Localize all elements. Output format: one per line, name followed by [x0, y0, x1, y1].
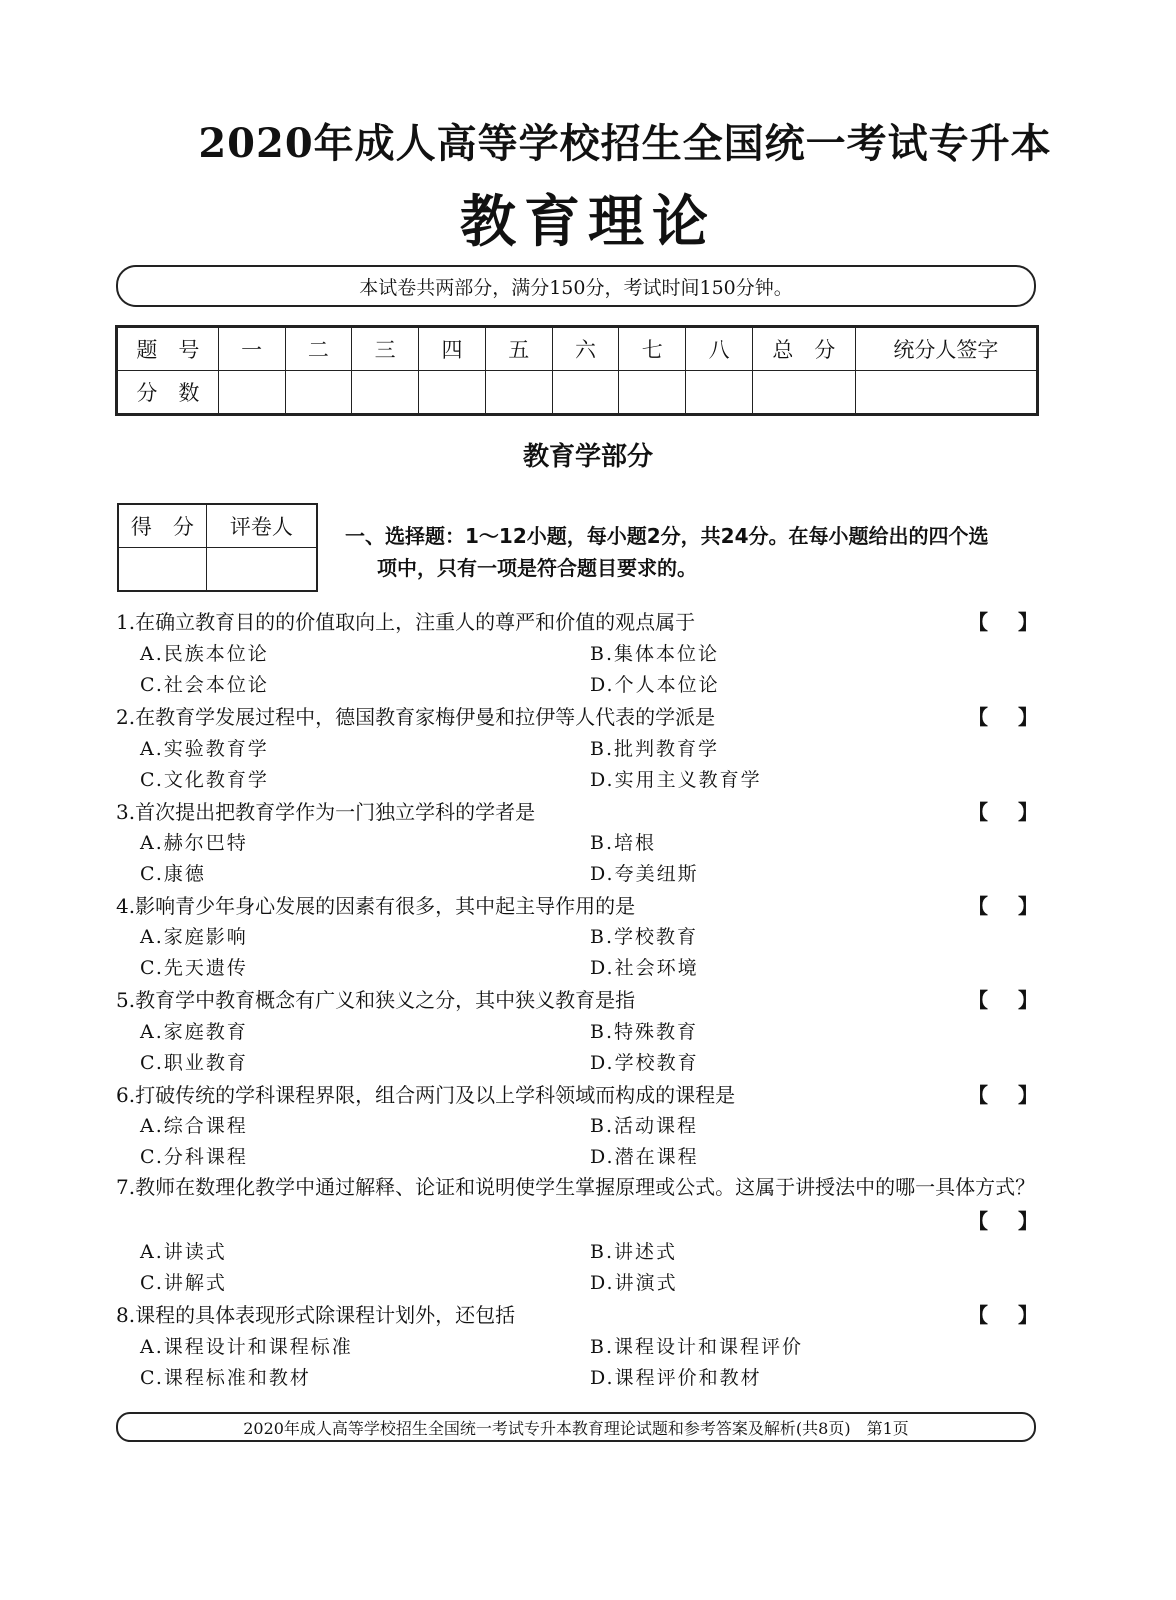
answer-bracket: 【 】	[968, 705, 1038, 729]
question-stem: 5.教育学中教育概念有广义和狭义之分，其中狭义教育是指	[116, 988, 636, 1012]
footer-text: 2020年成人高等学校招生全国统一考试专升本教育理论试题和参考答案及解析(共8页) 第1页	[243, 1418, 909, 1438]
score-cell	[419, 371, 486, 415]
option-a: A.实验教育学	[140, 738, 269, 760]
grader-reviewer-cell	[206, 548, 317, 592]
score-cell	[752, 371, 855, 415]
score-table-header-cell: 三	[352, 327, 419, 371]
option-d: D.潜在课程	[590, 1146, 699, 1168]
option-d: D.课程评价和教材	[590, 1367, 762, 1389]
question-stem: 4.影响青少年身心发展的因素有很多，其中起主导作用的是	[116, 894, 636, 918]
question-stem: 7.教师在数理化教学中通过解释、论证和说明使学生掌握原理或公式。这属于讲授法中的哪一具体方式？	[116, 1175, 1036, 1199]
score-cell	[855, 371, 1037, 415]
option-b: B.批判教育学	[590, 738, 720, 760]
option-d: D.夸美纽斯	[590, 863, 699, 885]
score-table-score-row	[117, 371, 1038, 415]
option-c: C.职业教育	[140, 1052, 248, 1074]
option-c: C.社会本位论	[140, 674, 269, 696]
question-stem: 3.首次提出把教育学作为一门独立学科的学者是	[116, 800, 536, 824]
answer-bracket: 【 】	[968, 988, 1038, 1012]
page-footer	[116, 1412, 1036, 1442]
score-table-header-cell: 一	[218, 327, 285, 371]
score-table-header-cell: 四	[419, 327, 486, 371]
score-row-label: 分 数	[117, 371, 219, 415]
answer-bracket: 【 】	[968, 894, 1038, 918]
score-cell	[619, 371, 686, 415]
score-cell	[352, 371, 419, 415]
option-c: C.文化教育学	[140, 769, 269, 791]
option-a: A.综合课程	[140, 1115, 248, 1137]
exam-info-text: 本试卷共两部分，满分150分，考试时间150分钟。	[359, 276, 793, 299]
answer-bracket: 【 】	[968, 610, 1038, 634]
section-title: 教育学部分	[522, 442, 653, 472]
option-a: A.家庭影响	[140, 926, 248, 948]
option-a: A.讲读式	[140, 1241, 227, 1263]
option-c: C.课程标准和教材	[140, 1367, 311, 1389]
score-table-header-cell: 统分人签字	[855, 327, 1037, 371]
answer-bracket: 【 】	[968, 800, 1038, 824]
score-table	[115, 325, 1039, 416]
option-c: C.讲解式	[140, 1272, 227, 1294]
section-instruction	[345, 520, 1045, 584]
score-cell	[285, 371, 352, 415]
subject-title: 教育理论	[460, 190, 716, 255]
option-b: B.学校教育	[590, 926, 699, 948]
grader-header-reviewer: 评卷人	[206, 504, 317, 548]
score-table-header-cell: 七	[619, 327, 686, 371]
answer-bracket: 【 】	[968, 1083, 1038, 1107]
question-stem: 6.打破传统的学科课程界限，组合两门及以上学科领域而构成的课程是	[116, 1083, 736, 1107]
score-cell	[485, 371, 552, 415]
option-d: D.讲演式	[590, 1272, 678, 1294]
option-b: B.培根	[590, 832, 657, 854]
grader-header-score: 得 分	[118, 504, 206, 548]
question-stem: 8.课程的具体表现形式除课程计划外，还包括	[116, 1303, 516, 1327]
option-c: C.分科课程	[140, 1146, 248, 1168]
option-a: A.家庭教育	[140, 1021, 248, 1043]
score-table-header-cell: 二	[285, 327, 352, 371]
option-d: D.个人本位论	[590, 674, 720, 696]
exam-info-box	[116, 265, 1036, 307]
option-b: B.讲述式	[590, 1241, 678, 1263]
score-table-header-cell: 总 分	[752, 327, 855, 371]
option-b: B.活动课程	[590, 1115, 699, 1137]
option-b: B.集体本位论	[590, 643, 720, 665]
score-cell	[218, 371, 285, 415]
option-d: D.学校教育	[590, 1052, 699, 1074]
option-a: A.课程设计和课程标准	[140, 1336, 353, 1358]
score-table-header-cell: 五	[485, 327, 552, 371]
question-stem: 2.在教育学发展过程中，德国教育家梅伊曼和拉伊等人代表的学派是	[116, 705, 716, 729]
option-b: B.课程设计和课程评价	[590, 1336, 804, 1358]
option-c: C.康德	[140, 863, 206, 885]
score-table-header-cell: 六	[552, 327, 619, 371]
option-b: B.特殊教育	[590, 1021, 699, 1043]
instruction-line-1: 一、选择题：1～12小题，每小题2分，共24分。在每小题给出的四个选	[345, 524, 989, 548]
score-cell	[552, 371, 619, 415]
answer-bracket: 【 】	[968, 1303, 1038, 1327]
option-a: A.赫尔巴特	[140, 832, 248, 854]
option-d: D.社会环境	[590, 957, 699, 979]
score-table-header-cell: 八	[686, 327, 753, 371]
option-d: D.实用主义教育学	[590, 769, 762, 791]
question-stem: 1.在确立教育目的的价值取向上，注重人的尊严和价值的观点属于	[116, 610, 696, 634]
grader-score-cell	[118, 548, 206, 592]
exam-title: 2020年成人高等学校招生全国统一考试专升本	[198, 120, 1052, 167]
instruction-line-2: 项中，只有一项是符合题目要求的。	[377, 556, 697, 580]
option-c: C.先天遗传	[140, 957, 248, 979]
option-a: A.民族本位论	[140, 643, 269, 665]
score-table-header-row	[117, 327, 1038, 371]
score-table-header-cell: 题 号	[117, 327, 219, 371]
answer-bracket: 【 】	[968, 1209, 1038, 1233]
grader-table	[117, 503, 318, 592]
score-cell	[686, 371, 753, 415]
